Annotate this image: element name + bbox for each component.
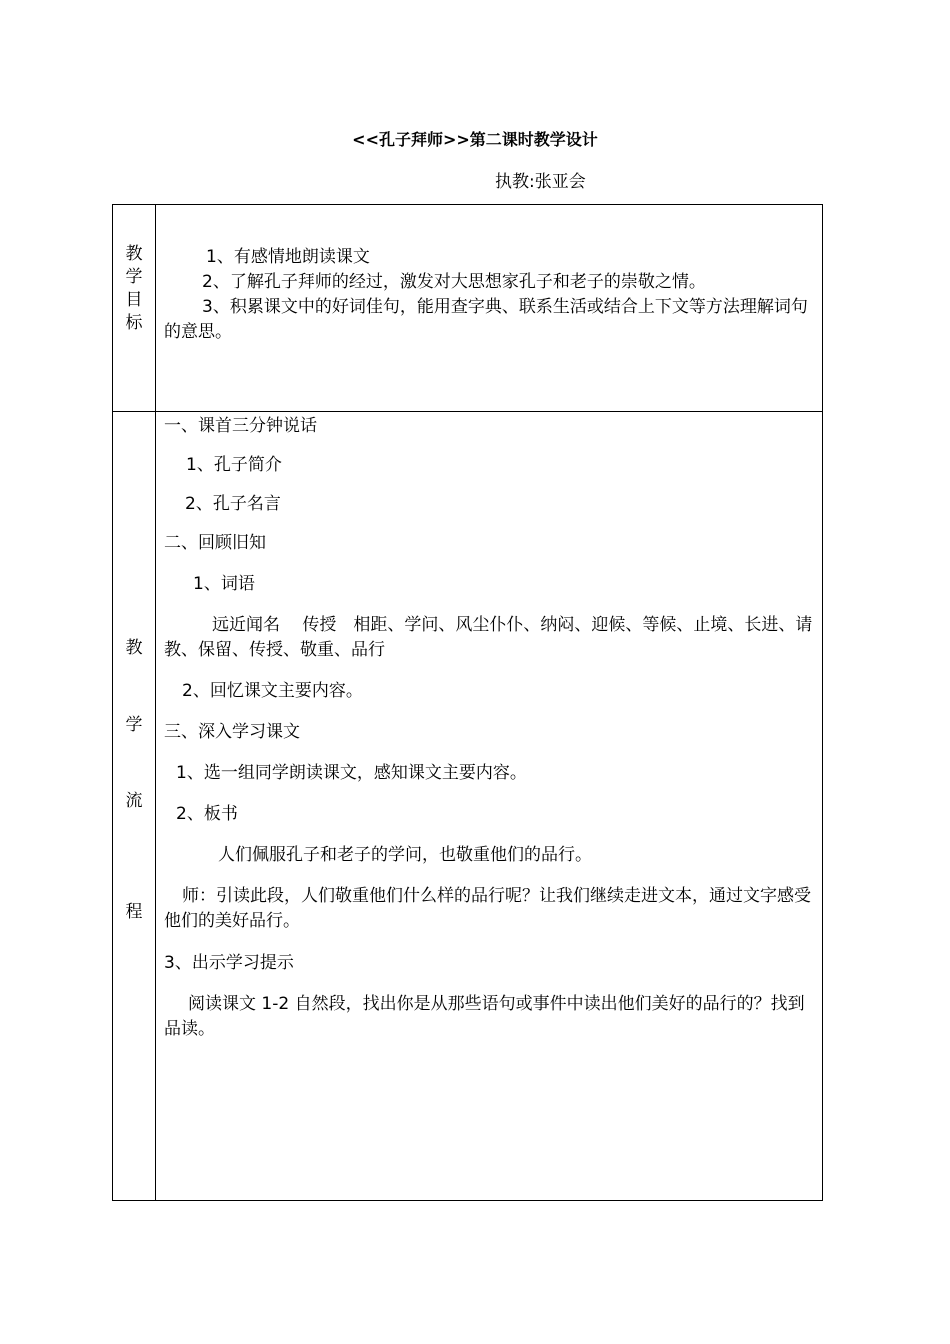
flow-label-char: 流 <box>125 791 143 811</box>
goals-label-char: 学 <box>125 267 143 287</box>
row-divider <box>113 411 822 412</box>
author-line: 执教:张亚会 <box>495 172 586 192</box>
goal-item: 3、积累课文中的好词佳句，能用查字典、联系生活或结合上下文等方法理解词句的意思。 <box>164 297 808 342</box>
goal-item: 1、有感情地朗读课文 <box>206 247 370 267</box>
goals-label-char: 目 <box>125 290 143 310</box>
column-divider <box>155 205 156 1200</box>
document-title: <<孔子拜师>>第二课时教学设计 <box>352 130 598 149</box>
teacher-prompt: 师：引读此段，人们敬重他们什么样的品行呢？让我们继续走进文本，通过文字感受他们的美好品行。 <box>164 886 811 931</box>
goals-label-char: 教 <box>125 244 143 264</box>
flow-heading: 三、深入学习课文 <box>164 722 300 742</box>
study-prompt: 阅读课文 1-2 自然段，找出你是从那些语句或事件中读出他们美好的品行的？找到品读。 <box>164 994 805 1039</box>
flow-label-char: 学 <box>125 715 143 735</box>
goals-label-char: 标 <box>125 313 143 333</box>
flow-item: 2、孔子名言 <box>185 494 281 514</box>
flow-item: 2、回忆课文主要内容。 <box>182 681 363 701</box>
lesson-plan-table <box>112 204 823 1201</box>
flow-item: 3、出示学习提示 <box>164 953 294 973</box>
flow-item: 1、选一组同学朗读课文，感知课文主要内容。 <box>176 763 527 783</box>
flow-heading: 二、回顾旧知 <box>164 533 266 553</box>
flow-label-char: 程 <box>125 902 143 922</box>
goal-item: 2、了解孔子拜师的经过，激发对大思想家孔子和老子的崇敬之情。 <box>202 272 706 292</box>
flow-item: 1、孔子简介 <box>186 455 282 475</box>
goals-label <box>113 243 155 335</box>
flow-item: 1、词语 <box>193 574 255 594</box>
blackboard-text: 人们佩服孔子和老子的学问，也敬重他们的品行。 <box>218 845 592 865</box>
goals-content <box>164 245 814 345</box>
flow-item: 2、板书 <box>176 804 238 824</box>
flow-label-char: 教 <box>125 638 143 658</box>
flow-heading: 一、课首三分钟说话 <box>164 416 317 436</box>
vocabulary-list: 远近闻名 传授 相距、学问、风尘仆仆、纳闷、迎候、等候、止境、长进、请教、保留、传授、敬重、品行 <box>164 615 813 660</box>
